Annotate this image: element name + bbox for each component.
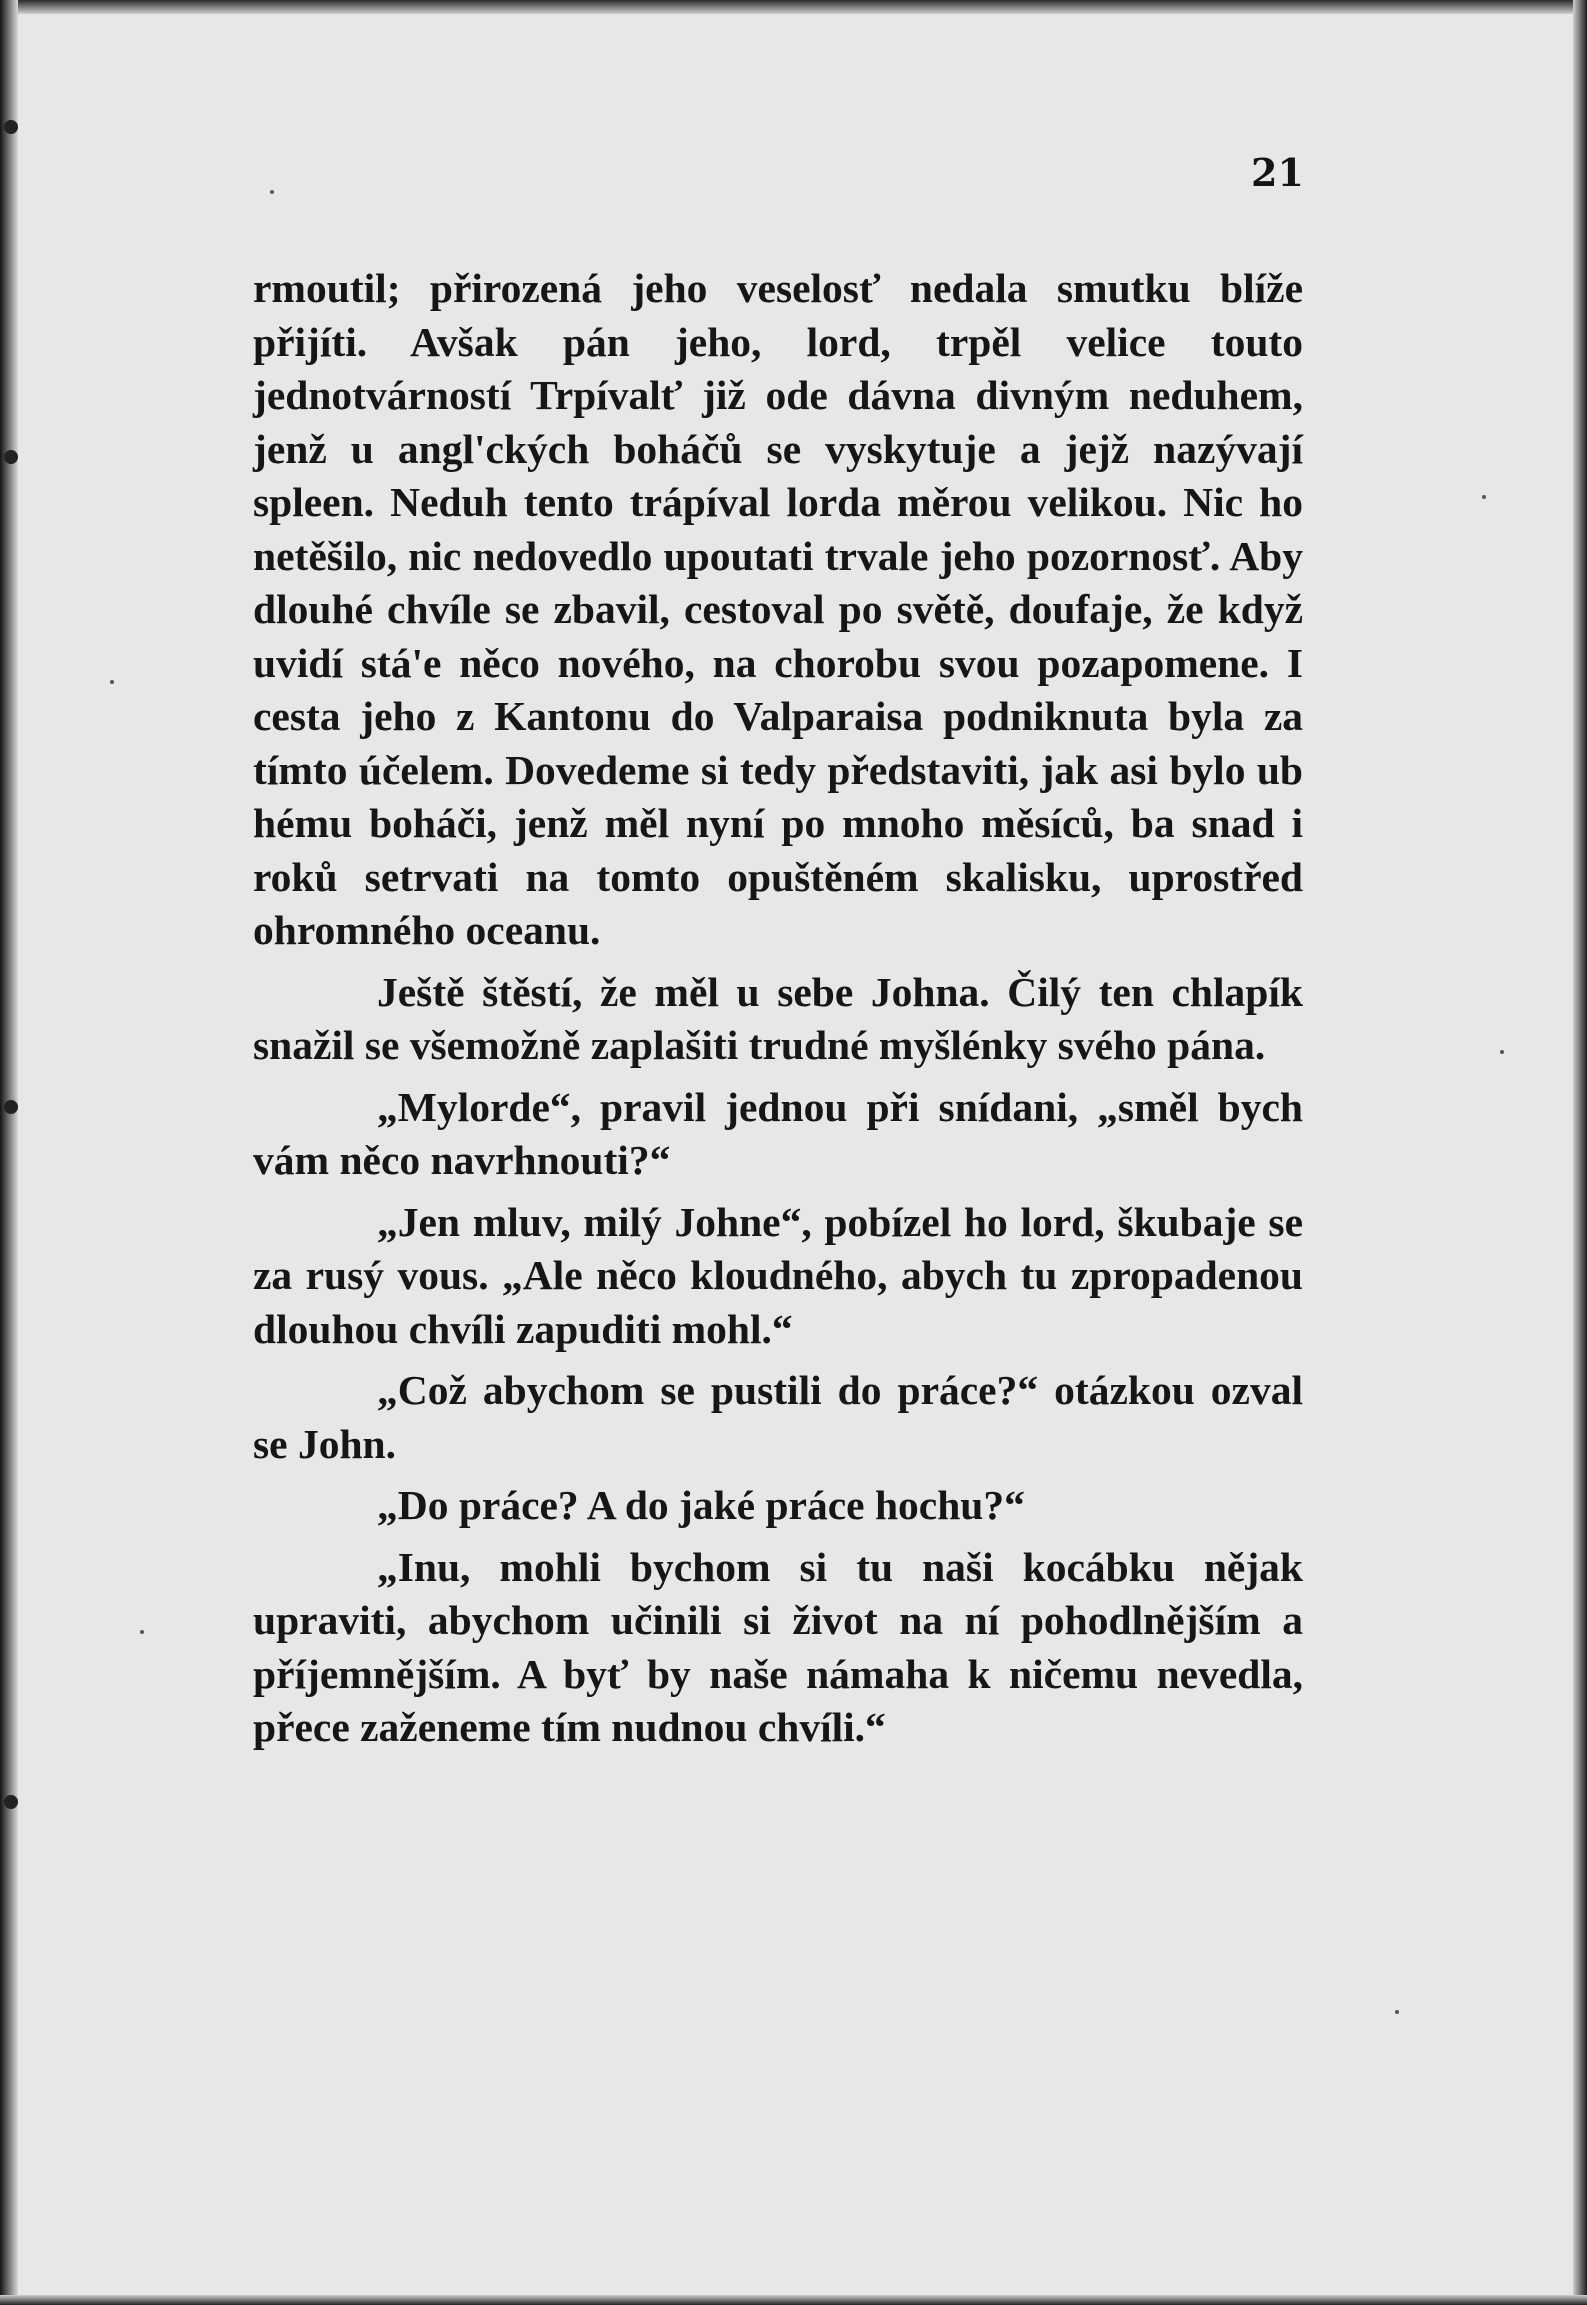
paper-speck — [1395, 2010, 1399, 2014]
paragraph: „Mylorde“, pravil jednou při snídani, „směl bych vám něco navrhnouti?“ — [253, 1083, 1303, 1183]
paragraph: „Jen mluv, milý Johne“, pobízel ho lord, škubaje se za rusý vous. „Ale něco kloudného, abych tu zpropadenou dlouhou chvíli zapuditi mohl.“ — [253, 1198, 1303, 1352]
paper-speck — [110, 680, 114, 684]
binding-mark — [4, 1795, 18, 1809]
paragraph: Ještě štěstí, že měl u sebe Johna. Čilý ten chlapík snažil se všemožně zaplašiti trudné myšlénky svého pána. — [253, 968, 1303, 1068]
page-edge-bottom — [0, 2295, 1587, 2305]
binding-mark — [4, 120, 18, 134]
binding-mark — [4, 450, 18, 464]
page-edge-right — [1573, 0, 1587, 2305]
binding-mark — [4, 1100, 18, 1114]
paragraph: „Inu, mohli bychom si tu naši kocábku nějak upraviti, abychom učinili si život na ní pohodlnějším a příjemnějším. A byť by naše námaha k ničemu nevedla, přece zaženeme tím nudnou chvíli.“ — [253, 1543, 1303, 1750]
body-text — [253, 262, 1303, 1763]
paper-speck — [1500, 1050, 1504, 1054]
paper-speck — [1482, 495, 1486, 499]
paragraph: „Do práce? A do jaké práce hochu?“ — [377, 1482, 1025, 1528]
page-edge-left — [0, 0, 18, 2305]
page-edge-top — [0, 0, 1587, 14]
paragraph: „Což abychom se pustili do práce?“ otázkou ozval se John. — [253, 1367, 1303, 1467]
paper-speck — [270, 190, 274, 194]
page-number: 21 — [1251, 150, 1304, 195]
paper-speck — [140, 1630, 144, 1634]
paragraph: rmoutil; přirozená jeho veselosť nedala smutku blíže přijíti. Avšak pán jeho, lord, trpěl velice touto jednotvárností Trpívalť již ode dávna divným neduhem, jenž u angl'ckých boháčů se vyskytuje a jejž nazývají spleen. Neduh tento trápíval lorda měrou velikou. Nic ho netěšilo, nic nedovedlo upoutati trvale jeho pozornosť. Aby dlouhé chvíle se zbavil, cestoval po světě, doufaje, že když uvidí stá'e něco nového, na chorobu svou pozapomene. I cesta jeho z Kantonu do Valparaisa podniknuta byla za tímto účelem. Dovedeme si tedy představiti, jak asi bylo ub hému boháči, jenž měl nyní po mnoho měsíců, ba snad i roků setrvati na tomto opuštěném skalisku, uprostřed ohromného oceanu. — [253, 265, 1303, 953]
